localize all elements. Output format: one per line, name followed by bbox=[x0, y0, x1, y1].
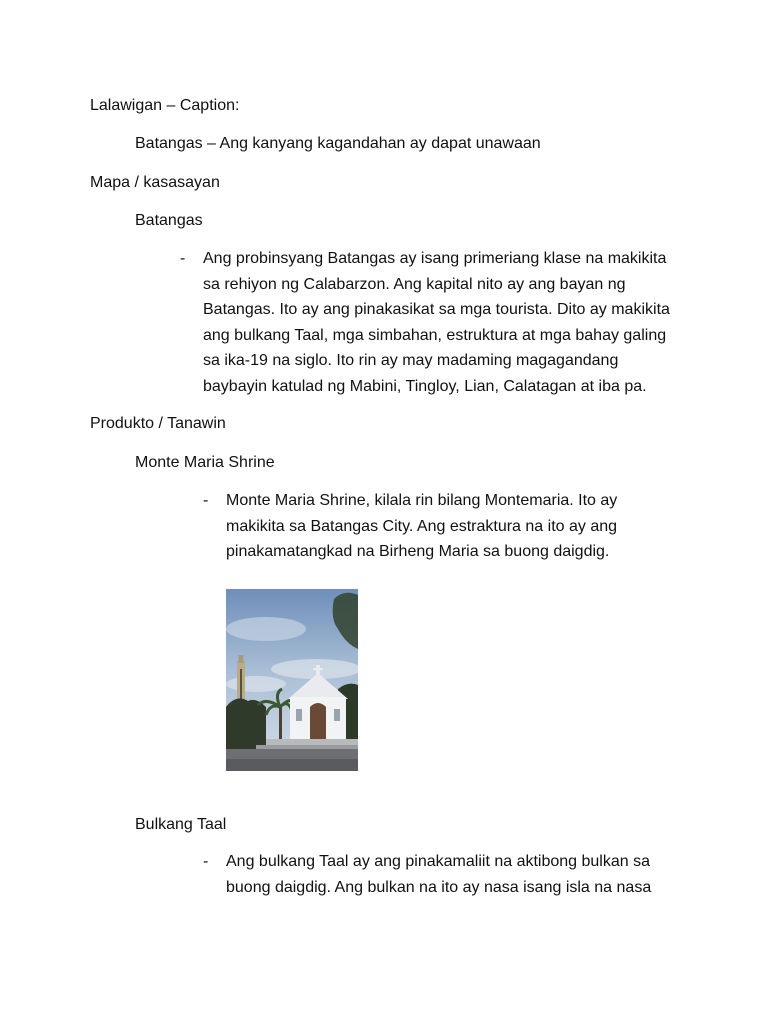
heading-map-history: Mapa / kasasayan bbox=[90, 174, 220, 191]
bullet-dash: - bbox=[203, 853, 209, 870]
caption-line: Batangas – Ang kanyang kagandahan ay dapat unawaan bbox=[135, 135, 541, 152]
subheading-monte-maria: Monte Maria Shrine bbox=[135, 454, 275, 471]
paragraph-line: Monte Maria Shrine, kilala rin bilang Montemaria. Ito ay bbox=[226, 492, 618, 509]
subheading-bulkang-taal: Bulkang Taal bbox=[135, 816, 227, 833]
paragraph-line: baybayin katulad ng Mabini, Tingloy, Lian, Calatagan at iba pa. bbox=[203, 377, 647, 395]
monte-maria-paragraph bbox=[226, 488, 617, 565]
paragraph-line: sa ika-19 na siglo. Ito rin ay may madaming magagandang bbox=[203, 352, 619, 369]
monte-maria-shrine-photo bbox=[226, 589, 358, 771]
paragraph-line: Batangas. Ito ay ang pinakasikat sa mga tourista. Dito ay makikita bbox=[203, 301, 670, 318]
heading-province: Lalawigan – Caption: bbox=[90, 97, 240, 114]
paragraph-line: ang bulkang Taal, mga simbahan, estruktura at mga bahay galing bbox=[203, 326, 667, 344]
bullet-dash: - bbox=[180, 250, 186, 267]
paragraph-line: makikita sa Batangas City. Ang estraktura na ito ay ang bbox=[226, 517, 618, 535]
paragraph-line: Ang bulkang Taal ay ang pinakamaliit na aktibong bulkan sa bbox=[226, 853, 650, 870]
paragraph-line: Ang probinsyang Batangas ay isang primeriang klase na makikita bbox=[203, 250, 667, 267]
batangas-paragraph bbox=[203, 246, 670, 399]
paragraph-line: pinakamatangkad na Birheng Maria sa buong daigdig. bbox=[226, 543, 610, 560]
subheading-batangas: Batangas bbox=[135, 212, 203, 229]
paragraph-line: sa rehiyon ng Calabarzon. Ang kapital nito ay ang bayan ng bbox=[203, 275, 626, 293]
bulkang-taal-paragraph bbox=[226, 849, 651, 900]
bullet-dash: - bbox=[203, 492, 209, 509]
heading-products-views: Produkto / Tanawin bbox=[90, 415, 226, 432]
paragraph-line: buong daigdig. Ang bulkan na ito ay nasa isang isla na nasa bbox=[226, 878, 652, 896]
